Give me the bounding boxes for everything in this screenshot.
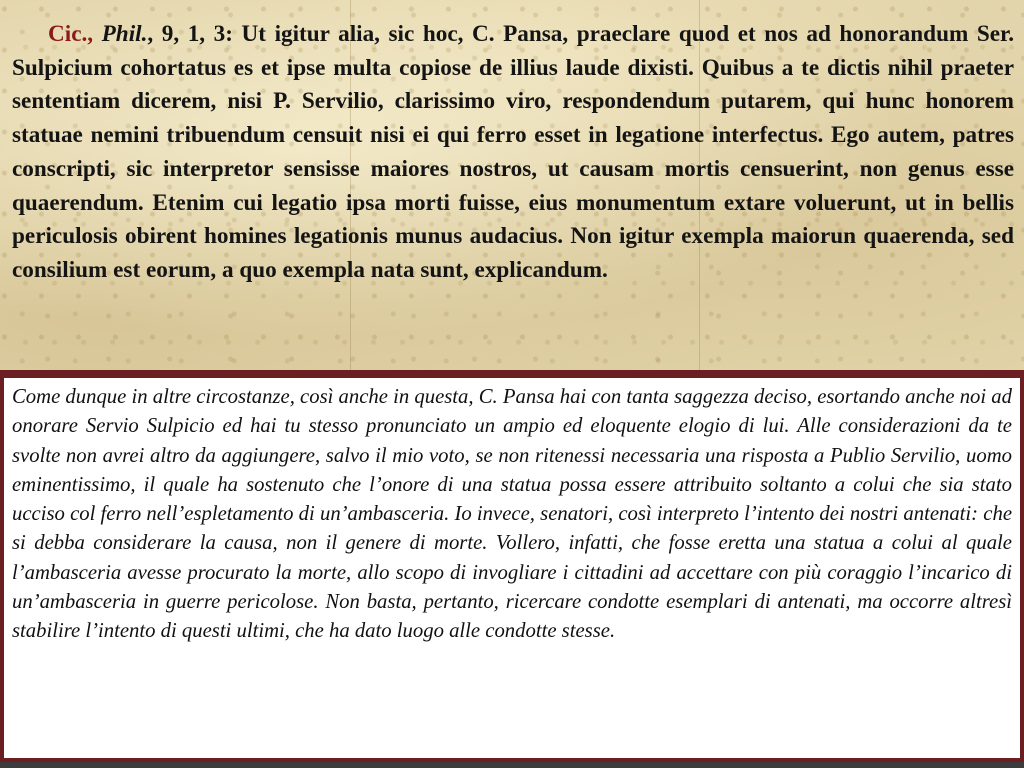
section-divider [0,370,1024,378]
citation-author: Cic., [48,21,94,47]
citation-location: , 9, 1, 3: [147,21,233,47]
latin-text-panel [0,0,1024,370]
latin-passage [12,18,1014,288]
latin-body: Ut igitur alia, sic hoc, C. Pansa, praeclare quod et nos ad honorandum Ser. Sulpicium cohortatus es et ipse multa copiose de illius laude dixisti. Quibus a te dictis nihil praeter sententiam dicerem, nisi P. Servilio, clarissimo viro, respondendum putarem, qui hunc honorem statuae nemini tribuendum censuit nisi ei qui ferro esset in legatione interfectus. Ego autem, patres conscripti, sic interpretor sensisse maiores nostros, ut causam mortis censuerint, non genus esse quaerendum. Etenim cui legatio ipsa morti fuisse, eius monumentum extare voluerunt, ut in bellis periculosis obirent homines legationis munus audacius. Non igitur exempla maiorun quaerenda, sed consilium est eorum, a quo exempla nata sunt, explicandum. [12,21,1014,283]
citation-work: Phil. [101,21,148,47]
translation-panel [4,378,1020,758]
bottom-strip [0,762,1024,768]
italian-translation: Come dunque in altre circostanze, così anche in questa, C. Pansa hai con tanta saggezza deciso, esortando anche noi ad onorare Servio Sulpicio ed hai tu stesso pronunciato un ampio ed eloquente elogio di lui. Alle considerazioni da te svolte non avrei altro da aggiungere, salvo il mio voto, se non ritenessi necessaria una risposta a Publio Servilio, uomo eminentissimo, il quale ha sostenuto che l’onore di una statua possa essere attribuito soltanto a colui che sia stato ucciso col ferro nell’espletamento di un’ambasceria. Io invece, senatori, così interpreto l’intento dei nostri antenati: che si debba considerare la causa, non il genere di morte. Vollero, infatti, che fosse eretta una statua a colui al quale l’ambasceria avesse procurato la morte, allo scopo di invogliare i cittadini ad accettare con più coraggio l’incarico di un’ambasceria in guerre pericolose. Non basta, pertanto, ricercare condotte esemplari di antenati, ma occorre altresì stabilire l’intento di questi ultimi, che ha dato luogo alle condotte stesse. [12,386,1012,643]
